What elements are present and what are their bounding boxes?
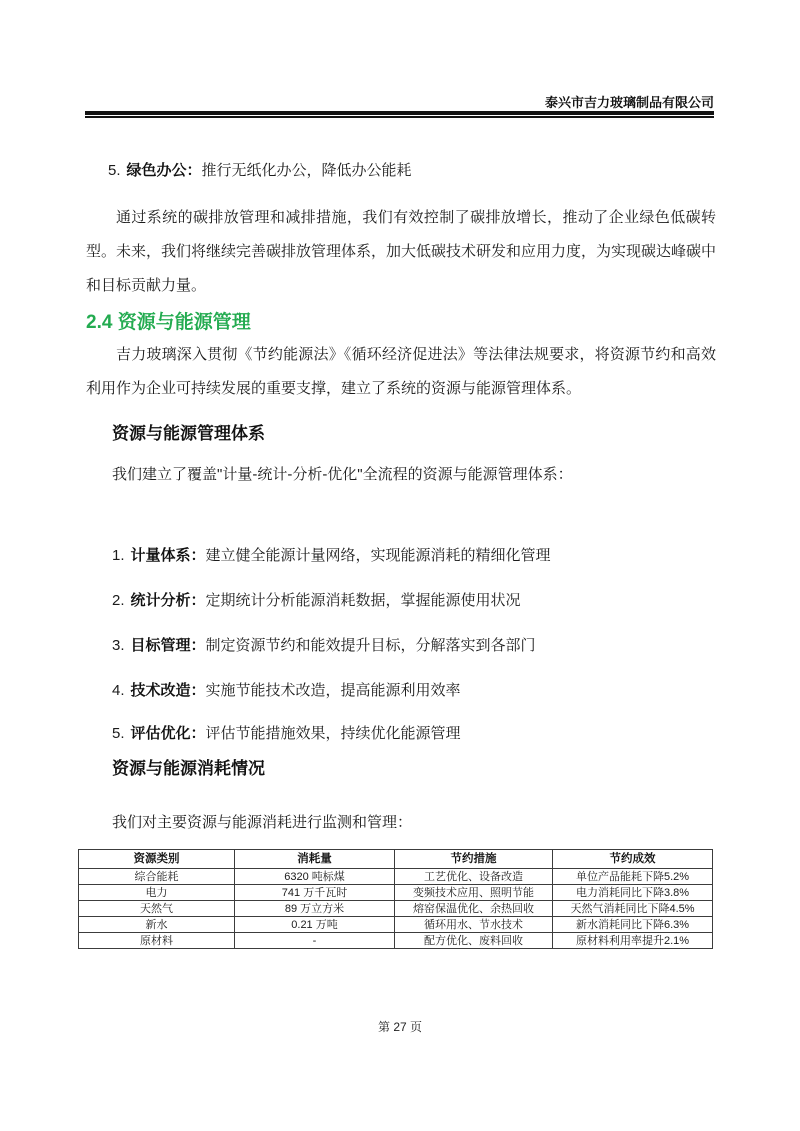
text-system-intro: 我们建立了覆盖"计量-统计-分析-优化"全流程的资源与能源管理体系： (112, 466, 573, 483)
cell-saving-results: 天然气消耗同比下降4.5% (553, 901, 713, 917)
list-item-green-office (108, 159, 412, 180)
list-item-label: 技术改造： (130, 682, 206, 699)
list-item-number: 2. (112, 592, 125, 609)
list-item-label: 目标管理： (130, 637, 206, 654)
list-item-number: 5. (112, 725, 125, 742)
cell-saving-results: 新水消耗同比下降6.3% (553, 917, 713, 933)
header-rule (85, 111, 714, 118)
table-row (79, 933, 713, 949)
list-item (112, 589, 521, 610)
page-number: 第 27 页 (377, 1020, 423, 1034)
cell-resource-type: 天然气 (79, 901, 235, 917)
cell-saving-measures: 工艺优化、设备改造 (395, 869, 553, 885)
cell-consumption: 89 万立方米 (235, 901, 395, 917)
list-item-label: 计量体系： (130, 547, 206, 564)
list-item-text: 定期统计分析能源消耗数据，掌握能源使用状况 (205, 592, 521, 609)
resource-consumption-table (78, 849, 713, 949)
list-item (112, 544, 551, 565)
section-heading-2-4: 2.4 资源与能源管理 (86, 312, 251, 333)
cell-consumption: 6320 吨标煤 (235, 869, 395, 885)
subheading-consumption: 资源与能源消耗情况 (112, 759, 265, 778)
list-item-number: 4. (112, 682, 125, 699)
cell-resource-type: 电力 (79, 885, 235, 901)
cell-saving-measures: 熔窑保温优化、余热回收 (395, 901, 553, 917)
cell-saving-measures: 循环用水、节水技术 (395, 917, 553, 933)
paragraph-carbon: 通过系统的碳排放管理和减排措施，我们有效控制了碳排放增长，推动了企业绿色低碳转型。未来，我们将继续完善碳排放管理体系，加大低碳技术研发和应用力度，为实现碳达峰碳中和目标贡献力量。 (86, 209, 717, 294)
list-item (112, 679, 461, 700)
text-consumption-intro: 我们对主要资源与能源消耗进行监测和管理： (112, 814, 413, 831)
subheading-management-system: 资源与能源管理体系 (112, 424, 265, 443)
table-header-row (79, 850, 713, 869)
cell-consumption: 0.21 万吨 (235, 917, 395, 933)
cell-consumption: - (235, 933, 395, 949)
cell-saving-results: 原材料利用率提升2.1% (553, 933, 713, 949)
table-row (79, 869, 713, 885)
header-company-name: 泰兴市吉力玻璃制品有限公司 (544, 95, 714, 110)
paragraph-section-intro: 吉力玻璃深入贯彻《节约能源法》《循环经济促进法》等法律法规要求，将资源节约和高效利用作为企业可持续发展的重要支撑，建立了系统的资源与能源管理体系。 (86, 346, 716, 397)
col-header-saving-results: 节约成效 (553, 850, 713, 869)
list-item-text: 推行无纸化办公，降低办公能耗 (201, 162, 412, 179)
list-item-text: 实施节能技术改造，提高能源利用效率 (205, 682, 461, 699)
list-item-text: 建立健全能源计量网络，实现能源消耗的精细化管理 (205, 547, 551, 564)
list-item-number: 3. (112, 637, 125, 654)
list-item-label: 评估优化： (130, 725, 206, 742)
cell-saving-measures: 变频技术应用、照明节能 (395, 885, 553, 901)
cell-resource-type: 综合能耗 (79, 869, 235, 885)
cell-resource-type: 新水 (79, 917, 235, 933)
list-item-text: 制定资源节约和能效提升目标，分解落实到各部门 (205, 637, 536, 654)
list-item (112, 722, 461, 743)
list-item-number: 1. (112, 547, 125, 564)
col-header-resource-type: 资源类别 (79, 850, 235, 869)
cell-saving-results: 电力消耗同比下降3.8% (553, 885, 713, 901)
table-row (79, 917, 713, 933)
col-header-consumption: 消耗量 (235, 850, 395, 869)
col-header-saving-measures: 节约措施 (395, 850, 553, 869)
table-row (79, 885, 713, 901)
cell-saving-results: 单位产品能耗下降5.2% (553, 869, 713, 885)
list-item (112, 634, 536, 655)
list-item-label: 绿色办公： (126, 162, 202, 179)
list-item-label: 统计分析： (130, 592, 206, 609)
cell-consumption: 741 万千瓦时 (235, 885, 395, 901)
list-item-text: 评估节能措施效果，持续优化能源管理 (205, 725, 461, 742)
cell-resource-type: 原材料 (79, 933, 235, 949)
cell-saving-measures: 配方优化、废料回收 (395, 933, 553, 949)
list-item-number: 5. (108, 162, 121, 179)
table-row (79, 901, 713, 917)
